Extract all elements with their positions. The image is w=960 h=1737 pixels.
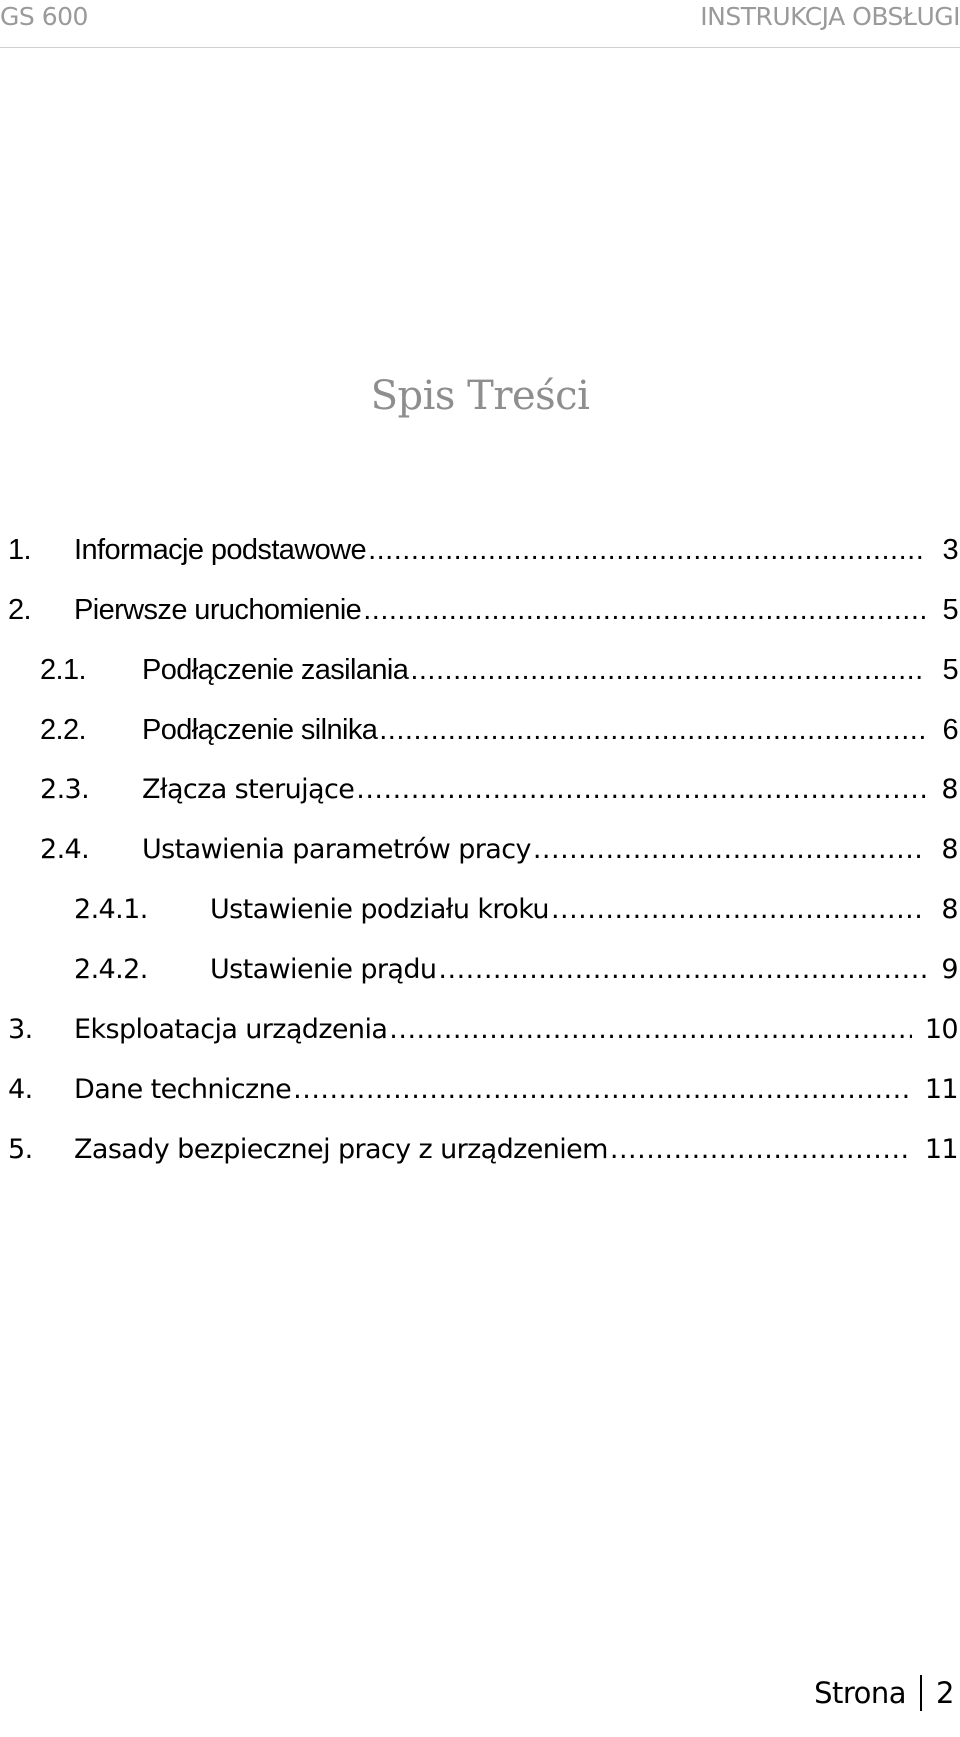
toc-leader-dots [356, 760, 926, 820]
toc-entry-2-2[interactable] [0, 700, 960, 760]
toc-entry-number: 2.4. [40, 834, 90, 865]
page-footer [814, 1675, 954, 1711]
toc-entry-title: Ustawienie prądu ..... [210, 940, 930, 1000]
toc-entry-title: Podłączenie silnika ..... [142, 700, 930, 760]
toc-entry-title: Eksploatacja urządzenia ..... [74, 1000, 916, 1060]
toc-entry-number: 2. [8, 594, 31, 626]
toc-entry-page: 11 [924, 1074, 958, 1105]
toc-entry-title: Ustawienie podziału kroku ..... [210, 880, 930, 940]
toc-entry-title: Złącza sterujące ..... [142, 760, 930, 820]
toc-entry-2-4-1[interactable] [0, 880, 960, 940]
toc-entry-page: 8 [941, 834, 958, 865]
toc-entry-page: 10 [924, 1014, 958, 1045]
header-document-type: INSTRUKCJA OBSŁUGI [700, 2, 960, 31]
toc-entry-page: 5 [942, 594, 958, 626]
toc-entry-4[interactable] [0, 1060, 960, 1120]
toc-entry-number: 5. [8, 1134, 33, 1165]
toc-entry-number: 2.4.2. [74, 954, 148, 985]
toc-entry-number: 2.3. [40, 774, 90, 805]
toc-entry-title: Podłączenie zasilania ..... [142, 640, 930, 700]
toc-entry-title: Dane techniczne ..... [74, 1060, 916, 1120]
toc-list [0, 520, 960, 1180]
toc-entry-number: 2.4.1. [74, 894, 148, 925]
toc-entry-5[interactable] [0, 1120, 960, 1180]
toc-leader-dots [293, 1060, 912, 1120]
toc-entry-number: 2.2. [40, 714, 86, 746]
toc-leader-dots [438, 940, 926, 1000]
toc-leader-dots [389, 1000, 912, 1060]
footer-page-number: 2 [936, 1676, 954, 1710]
toc-leader-dots [410, 640, 926, 700]
toc-entry-page: 3 [942, 534, 958, 566]
toc-title: Spis Treści [370, 373, 590, 419]
toc-leader-dots [551, 880, 926, 940]
toc-entry-title: Ustawienia parametrów pracy ..... [142, 820, 930, 880]
page-header [0, 0, 960, 48]
toc-entry-page: 8 [941, 894, 958, 925]
toc-leader-dots [379, 700, 926, 760]
toc-entry-page: 8 [941, 774, 958, 805]
toc-entry-page: 11 [924, 1134, 958, 1165]
toc-entry-page: 5 [942, 654, 958, 686]
toc-entry-number: 1. [8, 534, 31, 566]
footer-page-label: Strona [814, 1676, 907, 1710]
footer-separator [920, 1675, 922, 1711]
toc-entry-number: 3. [8, 1014, 33, 1045]
toc-entry-2-4[interactable] [0, 820, 960, 880]
toc-entry-title: Pierwsze uruchomienie ..... [74, 580, 930, 640]
toc-leader-dots [368, 520, 926, 580]
toc-leader-dots [610, 1120, 912, 1180]
toc-entry-1[interactable] [0, 520, 960, 580]
toc-entry-number: 2.1. [40, 654, 86, 686]
toc-entry-title: Zasady bezpiecznej pracy z urządzeniem ..... [74, 1120, 916, 1180]
toc-leader-dots [363, 580, 926, 640]
toc-entry-2[interactable] [0, 580, 960, 640]
toc-entry-2-3[interactable] [0, 760, 960, 820]
toc-entry-number: 4. [8, 1074, 33, 1105]
toc-entry-2-4-2[interactable] [0, 940, 960, 1000]
toc-entry-page: 9 [941, 954, 958, 985]
toc-leader-dots [533, 820, 926, 880]
toc-entry-page: 6 [942, 714, 958, 746]
toc-entry-3[interactable] [0, 1000, 960, 1060]
header-product-name: GS 600 [0, 2, 88, 31]
toc-entry-2-1[interactable] [0, 640, 960, 700]
toc-entry-title: Informacje podstawowe ..... [74, 520, 930, 580]
